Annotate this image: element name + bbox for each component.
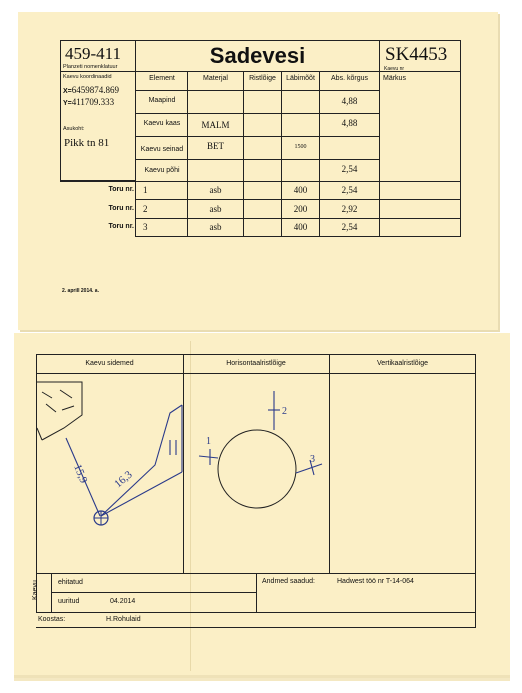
pipe-abs-height: 2,54 — [341, 185, 358, 195]
measured-label: uuritud — [58, 598, 80, 605]
pipe-abs-height: 2,92 — [341, 204, 358, 214]
well-cross-section — [218, 430, 296, 508]
col-header-cross-section: Ristlõige — [249, 75, 276, 82]
pipe-2-label: 2 — [282, 406, 287, 417]
row-material: BET — [207, 141, 224, 151]
pipe-1-label: 1 — [206, 436, 211, 447]
nomenclature-value: 459-411 — [65, 44, 122, 63]
row-element: Kaevu põhi — [144, 167, 180, 174]
address-label: Asukoht: — [63, 126, 85, 132]
well-number-label: Kaevu nr — [384, 66, 405, 72]
col-header-vertical: Vertikaalristlõige — [377, 360, 428, 367]
measured-value: 04.2014 — [110, 598, 136, 605]
pipe-label: Toru nr. — [108, 223, 134, 230]
source-value: Hadwest töö nr T-14-064 — [337, 578, 414, 585]
dimension-b: 16,3 — [112, 468, 135, 491]
pipe-label: Toru nr. — [108, 186, 134, 193]
pipe-diameter: 400 — [293, 222, 308, 232]
pipe-arrows — [199, 391, 322, 475]
well-side-label: Kaevu — [32, 580, 39, 600]
compiler-label: Koostas: — [38, 616, 66, 623]
col-header-element: Element — [149, 75, 175, 82]
pipe-label: Toru nr. — [108, 205, 134, 212]
row-element: Maapind — [148, 97, 176, 104]
coords-label: Kaevu koordinaadid — [63, 74, 112, 80]
pipe-material: asb — [209, 185, 222, 195]
row-element: Kaevu kaas — [143, 120, 181, 127]
dimension-a: 15,9 — [71, 462, 90, 485]
pen-lines — [66, 405, 182, 516]
row-material: MALM — [201, 120, 230, 130]
x-label: X= — [63, 88, 72, 95]
pipe-3-label: 3 — [310, 454, 315, 465]
address-value: Pikk tn 81 — [64, 137, 110, 149]
well-symbol — [94, 511, 108, 525]
pipe-material: asb — [209, 204, 222, 214]
source-label: Andmed saadud: — [262, 578, 315, 585]
building-outline — [37, 382, 82, 440]
y-label: Y= — [63, 100, 72, 107]
row-abs-height: 2,54 — [341, 164, 358, 174]
row-element: Kaevu seinad — [140, 146, 184, 153]
col-header-remarks: Märkus — [383, 75, 406, 82]
pipe-number: 1 — [143, 185, 148, 195]
page-title: Sadevesi — [209, 43, 306, 68]
row-abs-height: 4,88 — [341, 96, 358, 106]
pipe-number: 3 — [143, 222, 148, 232]
col-header-abs-height: Abs. kõrgus — [331, 75, 368, 82]
row-abs-height: 4,88 — [341, 118, 358, 128]
col-header-material: Materjal — [203, 75, 228, 82]
col-header-horizontal: Horisontaalristlõige — [226, 360, 286, 367]
well-number-value: SK4453 — [385, 44, 448, 65]
row-diameter: 1500 — [294, 144, 307, 150]
built-label: ehitatud — [58, 579, 83, 586]
x-coordinate: 6459874.869 — [71, 85, 120, 95]
y-coordinate: 411709.333 — [71, 97, 115, 107]
pipe-number: 2 — [143, 204, 148, 214]
nomenclature-label: Planzeti nomenklatuur — [63, 64, 118, 70]
pipe-material: asb — [209, 222, 222, 232]
pipe-diameter: 400 — [293, 185, 308, 195]
pipe-abs-height: 2,54 — [341, 222, 358, 232]
survey-date: 2. aprill 2014. a. — [62, 288, 99, 294]
compiler-value: H.Rohulaid — [106, 616, 141, 623]
col-header-connections: Kaevu sidemed — [85, 360, 134, 367]
pipe-diameter: 200 — [293, 204, 308, 214]
col-header-diameter: Läbimõõt — [286, 75, 315, 82]
